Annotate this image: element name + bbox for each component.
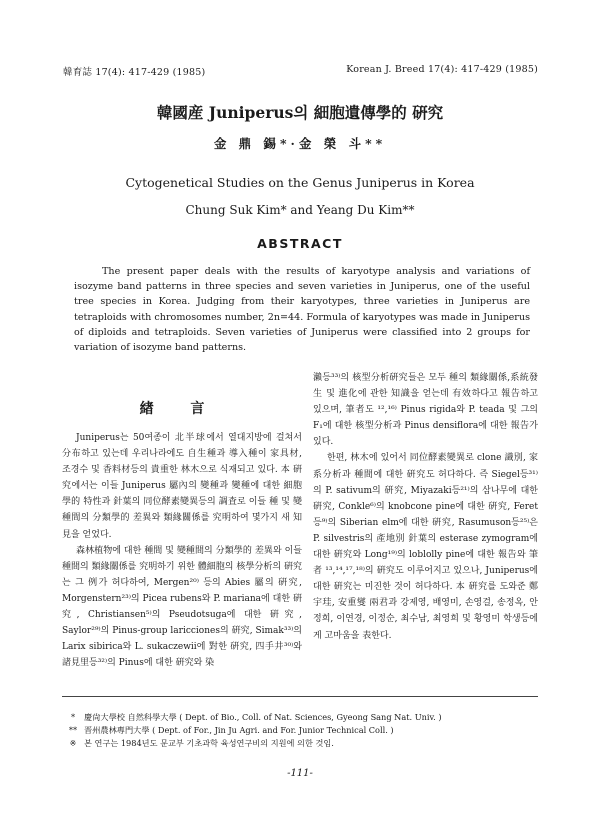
- running-header-right: Korean J. Breed 17(4): 417-429 (1985): [346, 64, 538, 75]
- running-header-left: 韓育誌 17(4): 417-429 (1985): [63, 67, 206, 78]
- section-heading-introduction: 緖 言: [139, 401, 221, 417]
- abstract-heading: ABSTRACT: [257, 236, 343, 251]
- left-paragraph-2: 森林植物에 대한 種間 및 變種間의 分類學的 差異와 이들 種間의 類緣關係를 究明하기 위한 體細胞의 核學分析의 硏究는 그 例가 허다하여, Mergen²⁰⁾ 등의 Abies 屬의 硏究, Morgenstern²³⁾의 Picea rubens와 P. mariana에 대한 硏究, Christiansen⁵⁾의 Pseudotsuga에 대한 硏究, Saylor²⁹⁾의 Pinus-group laricciones의 硏究, Simak³³⁾의 Larix sibirica와 L. sukaczewii에 對한 硏究, 四手井³⁰⁾와 諸見里등³²⁾의 Pinus에 대한 硏究와 染: [62, 545, 302, 669]
- footnote-2-text: 晋州農林專門大學 ( Dept. of For., Jin Ju Agri. and For. Junior Technical Coll. ): [84, 725, 394, 735]
- footnote-3-mark: ※: [69, 738, 77, 748]
- footnote-3: [62, 737, 538, 750]
- footnote-1-text: 慶尙大學校 自然科學大學 ( Dept. of Bio., Coll. of Nat. Sciences, Gyeong Sang Nat. Univ. ): [84, 712, 442, 722]
- authors-korean: 金 鼎 錫*·金 榮 斗**: [213, 136, 387, 151]
- right-paragraph-1: 瀨등³³⁾의 核型分析硏究들은 모두 種의 類緣關係,系統發生 및 進化에 관한 知識을 얻는데 有效하다고 報告하고 있으며, 筆者도 ¹²,¹⁶⁾ Pinus rigida와 P. teada 및 그의 F₁에 대한 核型分析과 Pinus densiflora에 대한 報告가 있다.: [313, 373, 538, 448]
- footnote-2: [62, 724, 538, 737]
- footnote-1-mark: *: [70, 712, 76, 722]
- abstract-body: The present paper deals with the results of karyotype analysis and variations of isozyme band patterns in three species and seven varieties in Juniperus, one of the useful tree species in Korea. Judging from their karyotypes, three varieties in Juniperus are tetraploids with chromosomes number, 2n=44. Formula of karyotypes was made in Juniperus of diploids and tetraploids. Seven varieties of Juniperus were classified into 2 groups for variation of isozyme band patterns.: [74, 266, 530, 354]
- title-english: Cytogenetical Studies on the Genus Juniperus in Korea: [125, 175, 475, 190]
- footnote-3-text: 본 연구는 1984년도 문교부 기초과학 육성연구비의 지원에 의한 것임.: [84, 738, 334, 748]
- authors-english: Chung Suk Kim* and Yeang Du Kim**: [185, 203, 415, 217]
- right-paragraph-2: 한편, 林木에 있어서 同位酵素變異로 clone 識別, 家系分析과 種間에 대한 硏究도 허다하다. 즉 Siegel등³¹⁾의 P. sativum의 硏究, Miyazaki등²¹⁾의 삼나무에 대한 硏究, Conkle⁶⁾의 knobcone pine에 대한 硏究, Feret등⁹⁾의 Siberian elm에 대한 硏究, Rasumuson등²⁵⁾은 P. silvestris의 產地別 針葉의 esterase zymogram에 대한 硏究와 Long¹⁹⁾의 loblolly pine에 대한 報告와 筆者 ¹³,¹⁴,¹⁷,¹⁸⁾의 硏究도 이루어지고 있으나, Juniperus에 대한 硏究는 미진한 것이 허다하다. 本 硏究를 도와준 鄭宇珪, 安重燮 兩君과 강제영, 배영미, 손영걸, 송정옥, 안정희, 이연경, 이정순, 최수남, 최영희 및 황영미 학생등에게 고마움을 表한다.: [313, 453, 538, 641]
- title-korean: 韓國産 Juniperus의 細胞遺傳學的 硏究: [156, 103, 444, 122]
- footnote-2-mark: **: [68, 725, 78, 735]
- left-column: [62, 430, 302, 671]
- footnote-divider: [62, 696, 538, 697]
- right-column: [313, 370, 538, 644]
- page-number: -111-: [287, 768, 313, 779]
- left-paragraph-1: Juniperus는 50여종이 北半球에서 열대지방에 걸쳐서 分布하고 있는데 우리나라에도 自生種과 導入種이 家具材, 조경수 및 香料材등의 貴重한 林木으로 식재되고 있다. 本 硏究에서는 이들 Juniperus 屬內의 變種과 變種에 대한 細胞學的 特性과 針葉의 同位酵素變異등의 調査로 이들 種 및 變種間의 分類學的 差異와 類緣關係를 究明하여 몇가지 새 知見을 얻었다.: [62, 433, 302, 540]
- footnote-1: [62, 711, 538, 724]
